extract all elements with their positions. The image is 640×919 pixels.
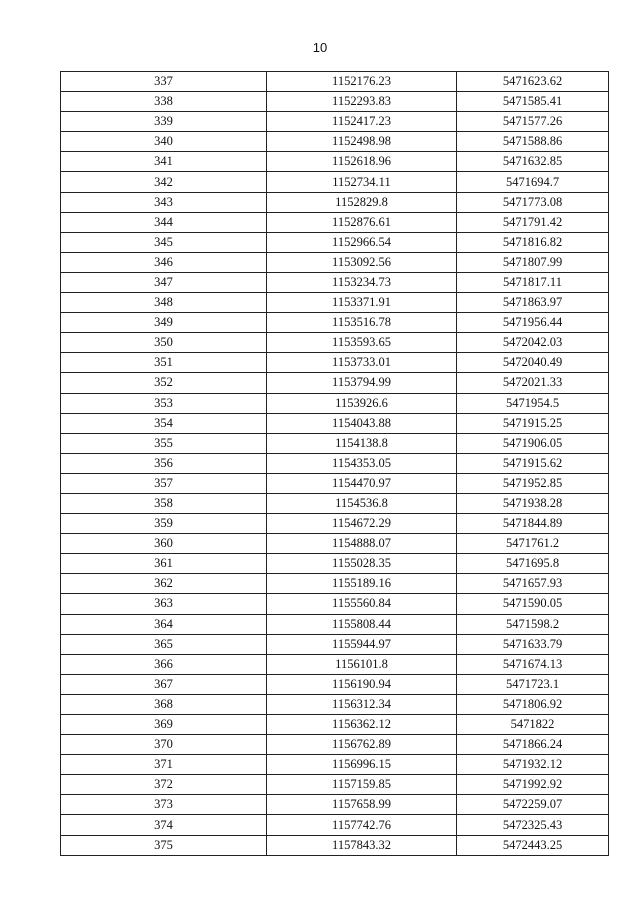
- point-number-cell: 370: [61, 735, 267, 755]
- y-coordinate-cell: 5471956.44: [457, 313, 609, 333]
- x-coordinate-cell: 1156362.12: [267, 715, 457, 735]
- coordinates-table: [60, 71, 609, 856]
- table-row: [61, 92, 609, 112]
- point-number-cell: 339: [61, 112, 267, 132]
- table-row: [61, 433, 609, 453]
- y-coordinate-cell: 5471632.85: [457, 152, 609, 172]
- x-coordinate-cell: 1154470.97: [267, 473, 457, 493]
- x-coordinate-cell: 1152734.11: [267, 172, 457, 192]
- point-number-cell: 337: [61, 72, 267, 92]
- x-coordinate-cell: 1156312.34: [267, 694, 457, 714]
- y-coordinate-cell: 5471623.62: [457, 72, 609, 92]
- y-coordinate-cell: 5471633.79: [457, 634, 609, 654]
- point-number-cell: 364: [61, 614, 267, 634]
- table-row: [61, 72, 609, 92]
- y-coordinate-cell: 5471954.5: [457, 393, 609, 413]
- y-coordinate-cell: 5471585.41: [457, 92, 609, 112]
- x-coordinate-cell: 1154888.07: [267, 534, 457, 554]
- table-row: [61, 715, 609, 735]
- x-coordinate-cell: 1154353.05: [267, 453, 457, 473]
- y-coordinate-cell: 5471674.13: [457, 654, 609, 674]
- x-coordinate-cell: 1153733.01: [267, 353, 457, 373]
- point-number-cell: 363: [61, 594, 267, 614]
- x-coordinate-cell: 1154043.88: [267, 413, 457, 433]
- y-coordinate-cell: 5471952.85: [457, 473, 609, 493]
- table-row: [61, 755, 609, 775]
- y-coordinate-cell: 5471577.26: [457, 112, 609, 132]
- table-row: [61, 775, 609, 795]
- x-coordinate-cell: 1156996.15: [267, 755, 457, 775]
- x-coordinate-cell: 1153926.6: [267, 393, 457, 413]
- y-coordinate-cell: 5471694.7: [457, 172, 609, 192]
- x-coordinate-cell: 1154672.29: [267, 514, 457, 534]
- x-coordinate-cell: 1153593.65: [267, 333, 457, 353]
- y-coordinate-cell: 5471915.25: [457, 413, 609, 433]
- point-number-cell: 353: [61, 393, 267, 413]
- point-number-cell: 351: [61, 353, 267, 373]
- point-number-cell: 350: [61, 333, 267, 353]
- y-coordinate-cell: 5471817.11: [457, 272, 609, 292]
- table-row: [61, 152, 609, 172]
- x-coordinate-cell: 1157658.99: [267, 795, 457, 815]
- point-number-cell: 371: [61, 755, 267, 775]
- table-row: [61, 313, 609, 333]
- x-coordinate-cell: 1155189.16: [267, 574, 457, 594]
- y-coordinate-cell: 5471906.05: [457, 433, 609, 453]
- point-number-cell: 345: [61, 232, 267, 252]
- y-coordinate-cell: 5472325.43: [457, 815, 609, 835]
- point-number-cell: 356: [61, 453, 267, 473]
- table-row: [61, 594, 609, 614]
- table-row: [61, 694, 609, 714]
- point-number-cell: 358: [61, 493, 267, 513]
- x-coordinate-cell: 1155808.44: [267, 614, 457, 634]
- x-coordinate-cell: 1153371.91: [267, 293, 457, 313]
- x-coordinate-cell: 1153794.99: [267, 373, 457, 393]
- y-coordinate-cell: 5471822: [457, 715, 609, 735]
- point-number-cell: 338: [61, 92, 267, 112]
- x-coordinate-cell: 1154138.8: [267, 433, 457, 453]
- x-coordinate-cell: 1152498.98: [267, 132, 457, 152]
- y-coordinate-cell: 5471695.8: [457, 554, 609, 574]
- y-coordinate-cell: 5472259.07: [457, 795, 609, 815]
- page-number: 10: [312, 40, 328, 55]
- point-number-cell: 348: [61, 293, 267, 313]
- table-row: [61, 192, 609, 212]
- coordinates-table-body: [61, 72, 609, 856]
- x-coordinate-cell: 1152966.54: [267, 232, 457, 252]
- y-coordinate-cell: 5471992.92: [457, 775, 609, 795]
- y-coordinate-cell: 5471791.42: [457, 212, 609, 232]
- x-coordinate-cell: 1152618.96: [267, 152, 457, 172]
- table-row: [61, 172, 609, 192]
- x-coordinate-cell: 1157843.32: [267, 835, 457, 855]
- table-row: [61, 735, 609, 755]
- x-coordinate-cell: 1152293.83: [267, 92, 457, 112]
- x-coordinate-cell: 1152417.23: [267, 112, 457, 132]
- y-coordinate-cell: 5471866.24: [457, 735, 609, 755]
- point-number-cell: 373: [61, 795, 267, 815]
- table-row: [61, 112, 609, 132]
- point-number-cell: 355: [61, 433, 267, 453]
- x-coordinate-cell: 1155028.35: [267, 554, 457, 574]
- table-row: [61, 473, 609, 493]
- x-coordinate-cell: 1157742.76: [267, 815, 457, 835]
- point-number-cell: 352: [61, 373, 267, 393]
- table-row: [61, 232, 609, 252]
- y-coordinate-cell: 5471723.1: [457, 674, 609, 694]
- y-coordinate-cell: 5471588.86: [457, 132, 609, 152]
- table-row: [61, 634, 609, 654]
- y-coordinate-cell: 5471657.93: [457, 574, 609, 594]
- table-row: [61, 554, 609, 574]
- x-coordinate-cell: 1156762.89: [267, 735, 457, 755]
- y-coordinate-cell: 5472040.49: [457, 353, 609, 373]
- point-number-cell: 357: [61, 473, 267, 493]
- table-row: [61, 212, 609, 232]
- table-row: [61, 413, 609, 433]
- y-coordinate-cell: 5471807.99: [457, 252, 609, 272]
- x-coordinate-cell: 1155560.84: [267, 594, 457, 614]
- point-number-cell: 375: [61, 835, 267, 855]
- y-coordinate-cell: 5471598.2: [457, 614, 609, 634]
- x-coordinate-cell: 1153516.78: [267, 313, 457, 333]
- y-coordinate-cell: 5472443.25: [457, 835, 609, 855]
- point-number-cell: 365: [61, 634, 267, 654]
- x-coordinate-cell: 1153234.73: [267, 272, 457, 292]
- point-number-cell: 346: [61, 252, 267, 272]
- table-row: [61, 674, 609, 694]
- table-row: [61, 815, 609, 835]
- y-coordinate-cell: 5471590.05: [457, 594, 609, 614]
- table-row: [61, 654, 609, 674]
- table-row: [61, 272, 609, 292]
- y-coordinate-cell: 5471915.62: [457, 453, 609, 473]
- point-number-cell: 359: [61, 514, 267, 534]
- table-row: [61, 574, 609, 594]
- y-coordinate-cell: 5471773.08: [457, 192, 609, 212]
- point-number-cell: 361: [61, 554, 267, 574]
- x-coordinate-cell: 1154536.8: [267, 493, 457, 513]
- x-coordinate-cell: 1156101.8: [267, 654, 457, 674]
- point-number-cell: 341: [61, 152, 267, 172]
- point-number-cell: 349: [61, 313, 267, 333]
- table-row: [61, 493, 609, 513]
- table-row: [61, 353, 609, 373]
- point-number-cell: 367: [61, 674, 267, 694]
- y-coordinate-cell: 5472021.33: [457, 373, 609, 393]
- point-number-cell: 343: [61, 192, 267, 212]
- y-coordinate-cell: 5471844.89: [457, 514, 609, 534]
- table-row: [61, 614, 609, 634]
- y-coordinate-cell: 5471816.82: [457, 232, 609, 252]
- y-coordinate-cell: 5471863.97: [457, 293, 609, 313]
- point-number-cell: 340: [61, 132, 267, 152]
- point-number-cell: 344: [61, 212, 267, 232]
- table-row: [61, 514, 609, 534]
- point-number-cell: 369: [61, 715, 267, 735]
- table-row: [61, 835, 609, 855]
- point-number-cell: 362: [61, 574, 267, 594]
- y-coordinate-cell: 5471806.92: [457, 694, 609, 714]
- x-coordinate-cell: 1152829.8: [267, 192, 457, 212]
- point-number-cell: 374: [61, 815, 267, 835]
- table-row: [61, 293, 609, 313]
- y-coordinate-cell: 5472042.03: [457, 333, 609, 353]
- point-number-cell: 342: [61, 172, 267, 192]
- table-row: [61, 132, 609, 152]
- x-coordinate-cell: 1152876.61: [267, 212, 457, 232]
- x-coordinate-cell: 1152176.23: [267, 72, 457, 92]
- point-number-cell: 366: [61, 654, 267, 674]
- table-row: [61, 393, 609, 413]
- point-number-cell: 360: [61, 534, 267, 554]
- table-row: [61, 333, 609, 353]
- point-number-cell: 372: [61, 775, 267, 795]
- x-coordinate-cell: 1156190.94: [267, 674, 457, 694]
- table-row: [61, 795, 609, 815]
- point-number-cell: 354: [61, 413, 267, 433]
- x-coordinate-cell: 1153092.56: [267, 252, 457, 272]
- point-number-cell: 347: [61, 272, 267, 292]
- table-row: [61, 252, 609, 272]
- x-coordinate-cell: 1155944.97: [267, 634, 457, 654]
- y-coordinate-cell: 5471938.28: [457, 493, 609, 513]
- y-coordinate-cell: 5471761.2: [457, 534, 609, 554]
- y-coordinate-cell: 5471932.12: [457, 755, 609, 775]
- table-row: [61, 373, 609, 393]
- x-coordinate-cell: 1157159.85: [267, 775, 457, 795]
- table-row: [61, 453, 609, 473]
- point-number-cell: 368: [61, 694, 267, 714]
- table-row: [61, 534, 609, 554]
